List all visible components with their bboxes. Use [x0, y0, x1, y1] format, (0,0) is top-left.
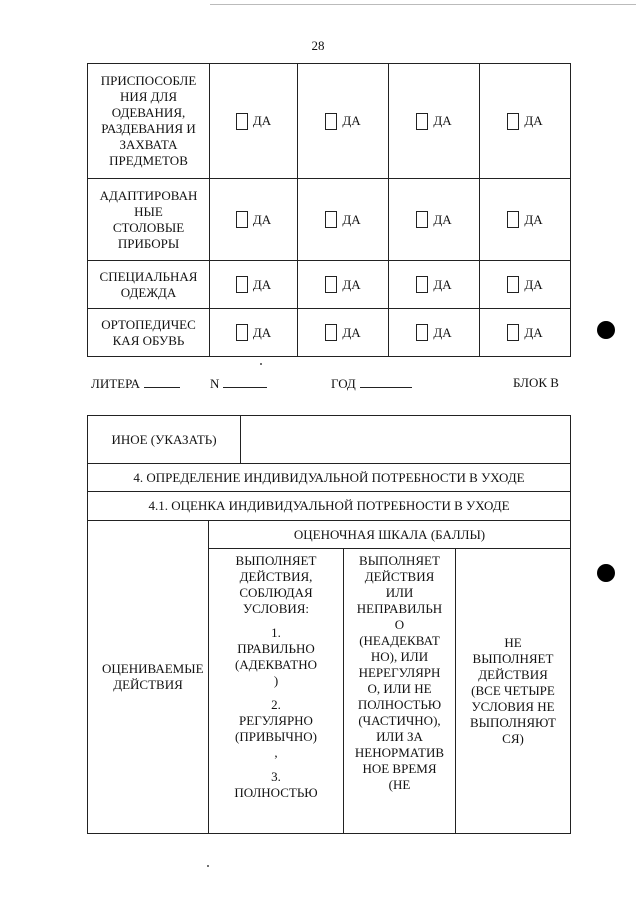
block-label: БЛОК В	[513, 375, 559, 390]
yes-option-cell	[298, 261, 389, 309]
yes-option-cell	[480, 179, 571, 261]
yes-option-cell	[480, 309, 571, 357]
yes-label: ДА	[252, 324, 272, 340]
yes-option-cell	[210, 309, 298, 357]
section-title: 4. ОПРЕДЕЛЕНИЕ ИНДИВИДУАЛЬНОЙ ПОТРЕБНОСТИ В УХОДЕ	[88, 464, 571, 492]
scan-speck	[260, 363, 262, 365]
litera-field	[91, 375, 180, 392]
checkbox[interactable]	[236, 113, 248, 130]
score-text-line: ДЕЙСТВИЯ	[364, 569, 435, 584]
yes-label: ДА	[524, 211, 543, 227]
yes-label: ДА	[252, 276, 272, 292]
punch-hole	[597, 321, 615, 339]
yes-option-cell	[210, 64, 298, 179]
yes-option-cell	[298, 179, 389, 261]
yes-label: ДА	[342, 324, 361, 340]
yes-label: ДА	[252, 113, 272, 129]
yes-option-cell	[210, 179, 298, 261]
yes-label: ДА	[524, 113, 543, 129]
number-label: N	[210, 376, 220, 391]
aid-label-line: АДАПТИРОВАН	[99, 187, 198, 203]
assessed-actions-label: ОЦЕНИВАЕМЫЕ ДЕЙСТВИЯ	[102, 661, 204, 692]
score-text-line: ИЛИ ЗА	[376, 729, 423, 744]
score-text-line: НО), ИЛИ	[370, 649, 429, 664]
checkbox[interactable]	[507, 324, 519, 341]
aids-row	[88, 261, 571, 309]
other-input[interactable]	[241, 416, 571, 464]
score-text-line	[211, 617, 341, 625]
aid-label-line: ОДЕВАНИЯ,	[111, 105, 186, 120]
aid-label-line: НЫЕ	[134, 203, 163, 219]
score-text-line: РЕГУЛЯРНО	[239, 713, 313, 728]
score-text-line: УСЛОВИЯ:	[242, 601, 310, 616]
score-text-line: 3.	[271, 769, 281, 784]
aids-row	[88, 309, 571, 357]
year-label: ГОД	[331, 376, 356, 391]
score-text-line: 2.	[271, 697, 281, 712]
score-text-line: НЕРЕГУЛЯРН	[358, 665, 441, 680]
aid-label-line: ЗАХВАТА	[119, 137, 178, 152]
score-text-line: НЕНОРМАТИВ	[354, 745, 445, 760]
score-text-line: О, ИЛИ НЕ	[367, 681, 432, 696]
score-text-line: ВЫПОЛНЯЕТ	[472, 651, 554, 666]
score-text-line: ДЕЙСТВИЯ	[478, 667, 548, 682]
checkbox[interactable]	[416, 324, 428, 341]
care-assessment-table	[87, 415, 571, 834]
litera-blank[interactable]	[144, 375, 180, 388]
aids-table	[87, 63, 571, 357]
aids-row	[88, 64, 571, 179]
litera-label: ЛИТЕРА	[91, 376, 141, 391]
aid-label-line: КАЯ ОБУВЬ	[112, 332, 185, 348]
yes-label: ДА	[342, 113, 361, 129]
checkbox[interactable]	[325, 276, 337, 293]
checkbox[interactable]	[416, 276, 428, 293]
score-text-line: ПОЛНОСТЬЮ	[357, 697, 442, 712]
score-text-line: ,	[274, 745, 278, 760]
aid-label-line: НИЯ ДЛЯ	[119, 89, 178, 104]
checkbox[interactable]	[507, 211, 519, 228]
score-text-line: УСЛОВИЯ НЕ	[471, 699, 555, 714]
yes-label: ДА	[433, 276, 452, 292]
year-blank[interactable]	[360, 375, 412, 388]
aid-label	[88, 64, 210, 179]
aid-label-line: ОРТОПЕДИЧЕС	[101, 316, 196, 332]
score-text-line: ВЫПОЛНЯЮТ	[470, 715, 556, 730]
score-text-line: СОБЛЮДАЯ	[239, 585, 313, 600]
aid-label	[88, 309, 210, 357]
yes-label: ДА	[433, 211, 452, 227]
score-text-line: НОЕ ВРЕМЯ	[362, 761, 437, 776]
other-label: ИНОЕ (УКАЗАТЬ)	[88, 416, 241, 464]
yes-option-cell	[480, 64, 571, 179]
score-text-line: )	[273, 673, 279, 688]
checkbox[interactable]	[236, 324, 248, 341]
yes-label: ДА	[342, 211, 361, 227]
checkbox[interactable]	[416, 113, 428, 130]
number-field	[210, 375, 267, 392]
yes-option-cell	[210, 261, 298, 309]
yes-label: ДА	[342, 276, 361, 292]
score-text-line: 1.	[271, 625, 281, 640]
score-text-line: (АДЕКВАТНО	[234, 657, 317, 672]
yes-option-cell	[298, 64, 389, 179]
score-text-line: ПОЛНОСТЬЮ	[234, 785, 318, 800]
yes-label: ДА	[524, 324, 543, 340]
score-text-line: (ЧАСТИЧНО),	[358, 713, 441, 728]
aid-label-line: СПЕЦИАЛЬНАЯ	[99, 268, 198, 284]
checkbox[interactable]	[325, 324, 337, 341]
checkbox[interactable]	[325, 211, 337, 228]
aid-label-line: ОДЕЖДА	[120, 284, 177, 300]
yes-option-cell	[389, 179, 480, 261]
aid-label-line: ПРИБОРЫ	[117, 235, 180, 251]
score-column-none	[456, 549, 571, 834]
checkbox[interactable]	[416, 211, 428, 228]
yes-option-cell	[389, 64, 480, 179]
score-text-line: ПРАВИЛЬНО	[237, 641, 315, 656]
year-field	[331, 375, 412, 392]
yes-option-cell	[298, 309, 389, 357]
checkbox[interactable]	[507, 276, 519, 293]
scan-speck	[207, 865, 209, 867]
checkbox[interactable]	[325, 113, 337, 130]
score-text-line	[211, 689, 341, 697]
score-text-line: ВЫПОЛНЯЕТ	[235, 553, 317, 568]
score-text-line: ВЫПОЛНЯЕТ	[359, 553, 440, 568]
score-text-line	[211, 761, 341, 769]
aid-label	[88, 261, 210, 309]
yes-option-cell	[389, 309, 480, 357]
scan-edge-line	[210, 4, 636, 5]
score-text-line: ИЛИ	[385, 585, 414, 600]
score-column-correct	[209, 549, 344, 834]
yes-label: ДА	[433, 324, 452, 340]
aid-label-line: ПРЕДМЕТОВ	[109, 153, 188, 168]
assessed-actions-header	[88, 521, 209, 834]
yes-option-cell	[389, 261, 480, 309]
score-text-line: СЯ)	[502, 731, 524, 746]
aid-label-line: ПРИСПОСОБЛЕ	[100, 73, 197, 88]
yes-label: ДА	[252, 211, 272, 227]
aid-label-line: РАЗДЕВАНИЯ И	[101, 121, 196, 136]
score-text-line: О	[394, 617, 405, 632]
score-text-line: НЕ	[504, 635, 522, 650]
subsection-title: 4.1. ОЦЕНКА ИНДИВИДУАЛЬНОЙ ПОТРЕБНОСТИ В УХОДЕ	[88, 492, 571, 521]
score-text-line: ДЕЙСТВИЯ,	[239, 569, 313, 584]
scale-title: ОЦЕНОЧНАЯ ШКАЛА (БАЛЛЫ)	[209, 521, 571, 549]
checkbox[interactable]	[507, 113, 519, 130]
score-text-line: НЕПРАВИЛЬН	[356, 601, 443, 616]
score-text-line: (ПРИВЫЧНО)	[235, 729, 317, 744]
number-blank[interactable]	[223, 375, 267, 388]
score-text-line: (НЕАДЕКВАТ	[359, 633, 440, 648]
aid-label-line: СТОЛОВЫЕ	[112, 219, 185, 235]
checkbox[interactable]	[236, 276, 248, 293]
yes-option-cell	[480, 261, 571, 309]
punch-hole	[597, 564, 615, 582]
yes-label: ДА	[524, 276, 543, 292]
score-text-line: (ВСЕ ЧЕТЫРЕ	[471, 683, 555, 698]
score-column-partial	[344, 549, 456, 834]
yes-label: ДА	[433, 113, 452, 129]
aid-label	[88, 179, 210, 261]
aids-row	[88, 179, 571, 261]
checkbox[interactable]	[236, 211, 248, 228]
page-number: 28	[311, 38, 325, 53]
score-text-line: (НЕ	[388, 777, 411, 792]
